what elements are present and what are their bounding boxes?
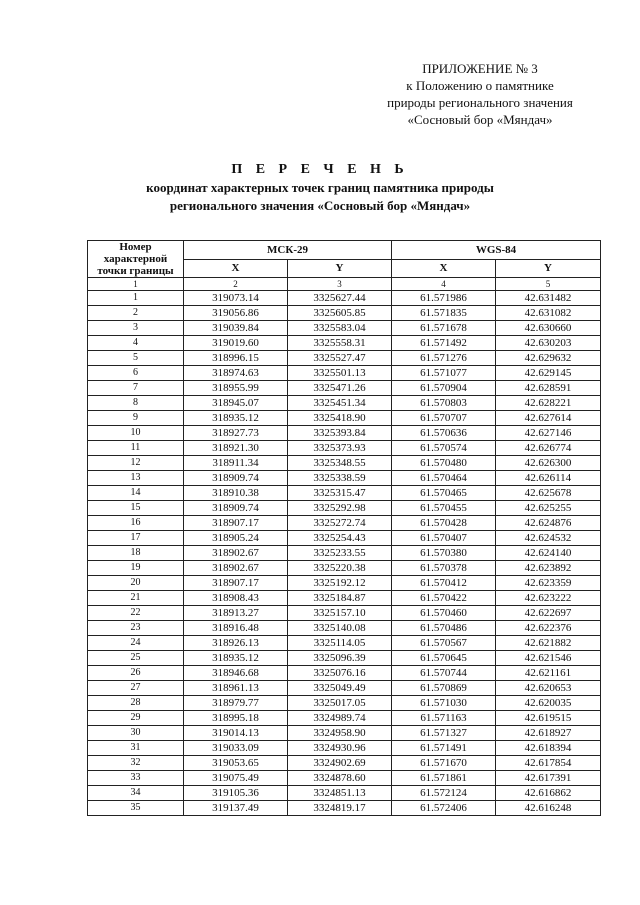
msk29-y-cell: 3324989.74 [288, 711, 392, 726]
point-number-cell: 3 [88, 321, 184, 336]
point-number-cell: 33 [88, 771, 184, 786]
point-number-cell: 18 [88, 546, 184, 561]
msk29-y-cell: 3325451.34 [288, 396, 392, 411]
msk29-y-cell: 3325627.44 [288, 291, 392, 306]
wgs84-x-cell: 61.571835 [392, 306, 496, 321]
wgs84-x-cell: 61.571327 [392, 726, 496, 741]
point-number-cell: 25 [88, 651, 184, 666]
document-subtitle-1: координат характерных точек границ памятника природы [146, 180, 494, 195]
table-row [88, 726, 601, 741]
wgs84-y-cell: 42.629145 [496, 366, 601, 381]
msk29-y-cell: 3325471.26 [288, 381, 392, 396]
msk29-y-cell: 3325348.55 [288, 456, 392, 471]
wgs84-y-cell: 42.617391 [496, 771, 601, 786]
msk29-x-cell: 319053.65 [184, 756, 288, 771]
msk29-x-cell: 318907.17 [184, 516, 288, 531]
msk29-y-cell: 3325272.74 [288, 516, 392, 531]
wgs84-x-cell: 61.570567 [392, 636, 496, 651]
msk29-y-cell: 3325096.39 [288, 651, 392, 666]
wgs84-y-cell: 42.628591 [496, 381, 601, 396]
wgs84-y-cell: 42.618394 [496, 741, 601, 756]
table-row [88, 441, 601, 456]
msk29-x-cell: 318926.13 [184, 636, 288, 651]
point-number-cell: 13 [88, 471, 184, 486]
wgs84-x-cell: 61.570480 [392, 456, 496, 471]
table-row [88, 576, 601, 591]
point-number-cell: 24 [88, 636, 184, 651]
wgs84-y-cell: 42.630660 [496, 321, 601, 336]
wgs84-x-cell: 61.570412 [392, 576, 496, 591]
column-number: 1 [88, 278, 184, 291]
msk29-x-cell: 318955.99 [184, 381, 288, 396]
point-number-cell: 23 [88, 621, 184, 636]
wgs84-y-cell: 42.621546 [496, 651, 601, 666]
msk29-y-cell: 3325192.12 [288, 576, 392, 591]
msk29-x-cell: 318945.07 [184, 396, 288, 411]
point-number-cell: 6 [88, 366, 184, 381]
msk29-y-cell: 3325315.47 [288, 486, 392, 501]
point-number-cell: 22 [88, 606, 184, 621]
point-number-cell: 27 [88, 681, 184, 696]
wgs84-x-cell: 61.571077 [392, 366, 496, 381]
msk29-x-cell: 319105.36 [184, 786, 288, 801]
wgs84-y-cell: 42.619515 [496, 711, 601, 726]
msk29-x-cell: 318916.48 [184, 621, 288, 636]
msk29-y-cell: 3325157.10 [288, 606, 392, 621]
table-row [88, 771, 601, 786]
wgs84-x-cell: 61.570869 [392, 681, 496, 696]
wgs84-y-cell: 42.620035 [496, 696, 601, 711]
msk29-y-cell: 3325338.59 [288, 471, 392, 486]
table-row [88, 531, 601, 546]
wgs84-y-cell: 42.623359 [496, 576, 601, 591]
msk29-x-cell: 318927.73 [184, 426, 288, 441]
wgs84-y-cell: 42.625678 [496, 486, 601, 501]
msk29-x-cell: 319075.49 [184, 771, 288, 786]
msk29-x-cell: 319039.84 [184, 321, 288, 336]
wgs84-y-cell: 42.616248 [496, 801, 601, 816]
point-number-header: Номер характерной точки границы [88, 241, 184, 278]
msk29-x-cell: 318909.74 [184, 501, 288, 516]
msk29-y-cell: 3325254.43 [288, 531, 392, 546]
appendix-number: ПРИЛОЖЕНИЕ № 3 [422, 61, 538, 76]
msk29-x-cell: 318909.74 [184, 471, 288, 486]
point-number-cell: 28 [88, 696, 184, 711]
column-number-row [88, 278, 601, 291]
table-row [88, 591, 601, 606]
wgs84-y-cell: 42.631082 [496, 306, 601, 321]
point-number-cell: 9 [88, 411, 184, 426]
point-number-cell: 17 [88, 531, 184, 546]
wgs84-x-cell: 61.570904 [392, 381, 496, 396]
point-number-cell: 14 [88, 486, 184, 501]
msk29-header: МСК-29 [184, 241, 392, 260]
msk29-x-cell: 318905.24 [184, 531, 288, 546]
wgs84-y-cell: 42.624140 [496, 546, 601, 561]
appendix-reference: к Положению о памятнике [406, 78, 554, 93]
wgs84-x-cell: 61.570744 [392, 666, 496, 681]
table-row [88, 411, 601, 426]
msk29-y-cell: 3325527.47 [288, 351, 392, 366]
wgs84-x-cell: 61.571678 [392, 321, 496, 336]
document-subtitle-2: регионального значения «Сосновый бор «Мяндач» [169, 198, 471, 213]
wgs84-x-cell: 61.570645 [392, 651, 496, 666]
table-row [88, 396, 601, 411]
point-number-cell: 34 [88, 786, 184, 801]
point-number-cell: 15 [88, 501, 184, 516]
wgs84-x-cell: 61.571492 [392, 336, 496, 351]
point-number-cell: 10 [88, 426, 184, 441]
point-number-cell: 8 [88, 396, 184, 411]
table-row [88, 621, 601, 636]
wgs84-x-cell: 61.571986 [392, 291, 496, 306]
msk29-x-cell: 318961.13 [184, 681, 288, 696]
wgs84-y-cell: 42.626300 [496, 456, 601, 471]
msk29-x-cell: 318974.63 [184, 366, 288, 381]
table-row [88, 291, 601, 306]
column-number: 4 [392, 278, 496, 291]
point-number-cell: 12 [88, 456, 184, 471]
wgs84-y-cell: 42.627614 [496, 411, 601, 426]
table-row [88, 786, 601, 801]
wgs84-x-cell: 61.570803 [392, 396, 496, 411]
table-row [88, 606, 601, 621]
msk29-y-cell: 3325233.55 [288, 546, 392, 561]
wgs84-y-header: Y [496, 259, 601, 278]
msk29-x-cell: 318907.17 [184, 576, 288, 591]
wgs84-x-cell: 61.570464 [392, 471, 496, 486]
msk29-x-cell: 318902.67 [184, 561, 288, 576]
msk29-y-cell: 3324851.13 [288, 786, 392, 801]
table-row [88, 486, 601, 501]
wgs84-x-cell: 61.571861 [392, 771, 496, 786]
msk29-y-cell: 3324930.96 [288, 741, 392, 756]
table-row [88, 801, 601, 816]
coordinates-table [87, 240, 601, 816]
point-number-cell: 7 [88, 381, 184, 396]
wgs84-y-cell: 42.620653 [496, 681, 601, 696]
wgs84-y-cell: 42.623892 [496, 561, 601, 576]
msk29-x-cell: 318911.34 [184, 456, 288, 471]
msk29-x-cell: 319014.13 [184, 726, 288, 741]
wgs84-x-cell: 61.572406 [392, 801, 496, 816]
point-number-cell: 1 [88, 291, 184, 306]
wgs84-y-cell: 42.631482 [496, 291, 601, 306]
msk29-y-cell: 3325140.08 [288, 621, 392, 636]
column-number: 3 [288, 278, 392, 291]
msk29-x-cell: 319019.60 [184, 336, 288, 351]
msk29-x-cell: 318908.43 [184, 591, 288, 606]
point-number-cell: 32 [88, 756, 184, 771]
wgs84-y-cell: 42.618927 [496, 726, 601, 741]
wgs84-y-cell: 42.630203 [496, 336, 601, 351]
wgs84-x-header: X [392, 259, 496, 278]
msk29-x-cell: 318946.68 [184, 666, 288, 681]
appendix-header [330, 60, 630, 128]
wgs84-x-cell: 61.570465 [392, 486, 496, 501]
wgs84-x-cell: 61.572124 [392, 786, 496, 801]
wgs84-x-cell: 61.570707 [392, 411, 496, 426]
wgs84-y-cell: 42.626114 [496, 471, 601, 486]
document-title: П Е Р Е Ч Е Н Ь [231, 162, 409, 177]
wgs84-x-cell: 61.570574 [392, 441, 496, 456]
msk29-x-cell: 318902.67 [184, 546, 288, 561]
point-number-cell: 30 [88, 726, 184, 741]
table-row [88, 471, 601, 486]
table-row [88, 756, 601, 771]
table-row [88, 366, 601, 381]
msk29-x-cell: 318935.12 [184, 411, 288, 426]
point-number-cell: 31 [88, 741, 184, 756]
wgs84-y-cell: 42.622376 [496, 621, 601, 636]
wgs84-y-cell: 42.627146 [496, 426, 601, 441]
table-row [88, 561, 601, 576]
wgs84-x-cell: 61.570428 [392, 516, 496, 531]
table-row [88, 546, 601, 561]
wgs84-x-cell: 61.570378 [392, 561, 496, 576]
msk29-y-cell: 3324958.90 [288, 726, 392, 741]
table-row [88, 516, 601, 531]
table-row [88, 381, 601, 396]
wgs84-y-cell: 42.621161 [496, 666, 601, 681]
point-number-cell: 35 [88, 801, 184, 816]
msk29-x-cell: 318921.30 [184, 441, 288, 456]
msk29-x-cell: 318913.27 [184, 606, 288, 621]
msk29-y-cell: 3325292.98 [288, 501, 392, 516]
msk29-y-cell: 3325605.85 [288, 306, 392, 321]
msk29-y-cell: 3325501.13 [288, 366, 392, 381]
table-row [88, 306, 601, 321]
wgs84-y-cell: 42.617854 [496, 756, 601, 771]
msk29-y-cell: 3324902.69 [288, 756, 392, 771]
document-heading [0, 161, 640, 215]
msk29-y-cell: 3325184.87 [288, 591, 392, 606]
appendix-reference-3: «Сосновый бор «Мяндач» [407, 112, 553, 127]
point-number-cell: 20 [88, 576, 184, 591]
wgs84-y-cell: 42.621882 [496, 636, 601, 651]
table-row [88, 351, 601, 366]
msk29-y-header: Y [288, 259, 392, 278]
wgs84-x-cell: 61.570486 [392, 621, 496, 636]
table-row [88, 711, 601, 726]
point-number-cell: 29 [88, 711, 184, 726]
wgs84-x-cell: 61.571030 [392, 696, 496, 711]
msk29-y-cell: 3325049.49 [288, 681, 392, 696]
msk29-y-cell: 3325373.93 [288, 441, 392, 456]
point-number-cell: 11 [88, 441, 184, 456]
msk29-x-cell: 319073.14 [184, 291, 288, 306]
msk29-x-cell: 319056.86 [184, 306, 288, 321]
msk29-x-cell: 318979.77 [184, 696, 288, 711]
point-number-cell: 2 [88, 306, 184, 321]
point-number-cell: 21 [88, 591, 184, 606]
table-body [88, 291, 601, 816]
table-row [88, 681, 601, 696]
wgs84-x-cell: 61.570422 [392, 591, 496, 606]
wgs84-y-cell: 42.616862 [496, 786, 601, 801]
msk29-y-cell: 3325418.90 [288, 411, 392, 426]
wgs84-header: WGS-84 [392, 241, 601, 260]
wgs84-x-cell: 61.571491 [392, 741, 496, 756]
point-number-cell: 4 [88, 336, 184, 351]
wgs84-x-cell: 61.570460 [392, 606, 496, 621]
table-row [88, 666, 601, 681]
wgs84-x-cell: 61.571670 [392, 756, 496, 771]
msk29-x-cell: 318935.12 [184, 651, 288, 666]
wgs84-y-cell: 42.623222 [496, 591, 601, 606]
wgs84-x-cell: 61.570636 [392, 426, 496, 441]
table-row [88, 741, 601, 756]
wgs84-y-cell: 42.628221 [496, 396, 601, 411]
msk29-y-cell: 3325558.31 [288, 336, 392, 351]
wgs84-x-cell: 61.570407 [392, 531, 496, 546]
wgs84-y-cell: 42.622697 [496, 606, 601, 621]
msk29-y-cell: 3324878.60 [288, 771, 392, 786]
msk29-x-header: X [184, 259, 288, 278]
table-header-row [88, 241, 601, 260]
msk29-x-cell: 319137.49 [184, 801, 288, 816]
msk29-y-cell: 3325393.84 [288, 426, 392, 441]
wgs84-y-cell: 42.629632 [496, 351, 601, 366]
table-row [88, 456, 601, 471]
msk29-x-cell: 318995.18 [184, 711, 288, 726]
column-number: 5 [496, 278, 601, 291]
column-number: 2 [184, 278, 288, 291]
point-number-cell: 5 [88, 351, 184, 366]
wgs84-x-cell: 61.571163 [392, 711, 496, 726]
wgs84-y-cell: 42.624876 [496, 516, 601, 531]
wgs84-y-cell: 42.624532 [496, 531, 601, 546]
table-row [88, 321, 601, 336]
msk29-y-cell: 3325076.16 [288, 666, 392, 681]
appendix-reference-2: природы регионального значения [387, 95, 573, 110]
table-row [88, 426, 601, 441]
msk29-y-cell: 3325017.05 [288, 696, 392, 711]
wgs84-x-cell: 61.570455 [392, 501, 496, 516]
wgs84-y-cell: 42.626774 [496, 441, 601, 456]
msk29-x-cell: 319033.09 [184, 741, 288, 756]
msk29-y-cell: 3325583.04 [288, 321, 392, 336]
wgs84-y-cell: 42.625255 [496, 501, 601, 516]
msk29-y-cell: 3325114.05 [288, 636, 392, 651]
msk29-x-cell: 318910.38 [184, 486, 288, 501]
msk29-y-cell: 3324819.17 [288, 801, 392, 816]
wgs84-x-cell: 61.570380 [392, 546, 496, 561]
table-row [88, 636, 601, 651]
table-row [88, 336, 601, 351]
msk29-y-cell: 3325220.38 [288, 561, 392, 576]
table-row [88, 696, 601, 711]
point-number-cell: 16 [88, 516, 184, 531]
point-number-cell: 26 [88, 666, 184, 681]
table-row [88, 651, 601, 666]
table-row [88, 501, 601, 516]
msk29-x-cell: 318996.15 [184, 351, 288, 366]
wgs84-x-cell: 61.571276 [392, 351, 496, 366]
point-number-cell: 19 [88, 561, 184, 576]
